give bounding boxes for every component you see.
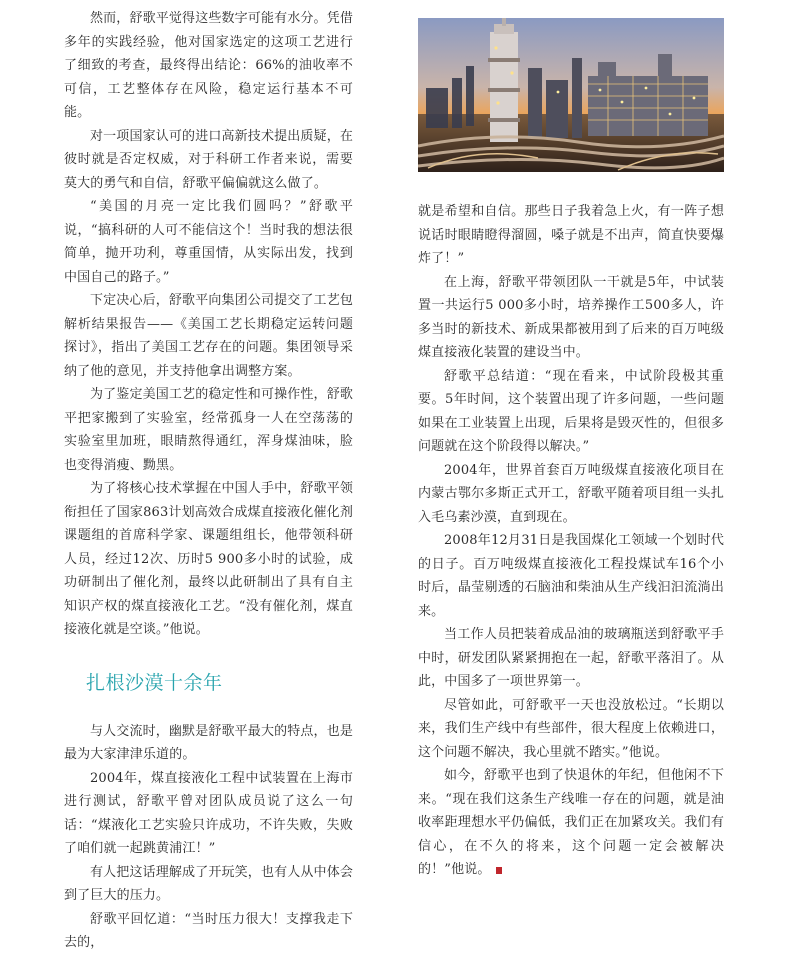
industrial-plant-night-photo-icon	[418, 18, 724, 172]
paragraph: 有人把这话理解成了开玩笑，也有人从中体会到了巨大的压力。	[64, 864, 354, 903]
paragraph: 在上海，舒歌平带领团队一干就是5年，中试装置一共运行5 000多小时，培养操作工500多人，许多当时的新技术、新成果都被用到了后来的百万吨级煤直接液化装置的建设当中。	[418, 274, 724, 360]
paragraph: 为了鉴定美国工艺的稳定性和可操作性，舒歌平把家搬到了实验室，经常孤身一人在空荡荡的实验室里加班，眼睛熬得通红，浑身煤油味，脸也变得消瘦、黝黑。	[64, 387, 354, 473]
paragraph: 2004年，世界首套百万吨级煤直接液化项目在内蒙古鄂尔多斯正式开工，舒歌平随着项目组一头扎入毛乌素沙漠，直到现在。	[418, 462, 724, 525]
end-mark-icon	[496, 867, 502, 874]
paragraph: 舒歌平总结道：“现在看来，中试阶段极其重要。5年时间，这个装置出现了许多问题，一些问题如果在工业装置上出现，后果将是毁灭性的，但很多问题就在这个阶段得以解决。”	[418, 368, 724, 454]
paragraph: 下定决心后，舒歌平向集团公司提交了工艺包解析结果报告——《美国工艺长期稳定运转问题探讨》，指出了美国工艺存在的问题。集团领导采纳了他的意见，并支持他拿出调整方案。	[64, 293, 354, 379]
industrial-plant-photo	[418, 18, 724, 172]
paragraph: 2008年12月31日是我国煤化工领域一个划时代的日子。百万吨级煤直接液化工程投煤试车16个小时后，晶莹剔透的石脑油和柴油从生产线汩汩流淌出来。	[418, 533, 724, 619]
paragraph: 舒歌平回忆道：“当时压力很大！支撑我走下去的，	[64, 911, 353, 950]
paragraph-continuation: 就是希望和自信。那些日子我着急上火，有一阵子想说话时眼睛瞪得溜圆，嗓子就是不出声，简直快要爆炸了！”	[418, 204, 724, 266]
paragraph: 与人交流时，幽默是舒歌平最大的特点，也是最为大家津津乐道的。	[64, 723, 354, 762]
paragraph: “美国的月亮一定比我们圆吗？”舒歌平说，“搞科研的人可不能信这个！当时我的想法很简单，抛开功利，尊重国情，从实际出发，找到中国自己的路子。”	[64, 199, 353, 285]
paragraph: 对一项国家认可的进口高新技术提出质疑，在彼时就是否定权威，对于科研工作者来说，需要莫大的勇气和自信，舒歌平偏偏就这么做了。	[64, 128, 354, 191]
paragraph: 当工作人员把装着成品油的玻璃瓶送到舒歌平手中时，研发团队紧紧拥抱在一起，舒歌平落泪了。从此，中国多了一项世界第一。	[418, 627, 724, 689]
paragraph: 尽管如此，可舒歌平一天也没放松过。“长期以来，我们生产线中有些部件，很大程度上依赖进口，这个问题不解决，我心里就不踏实。”他说。	[418, 697, 724, 760]
paragraph: 为了将核心技术掌握在中国人手中，舒歌平领衔担任了国家863计划高效合成煤直接液化催化剂课题组的首席科学家、课题组组长，他带领科研人员，经过12次、历时5 900多小时的试验，成功研制出了催化剂，最终以此研制出了具有自主知识产权的煤直接液化工艺。“没有催化剂，煤直接液化就是空谈。”他说。	[64, 481, 354, 637]
left-column	[64, 0, 353, 955]
paragraph-last	[418, 764, 724, 882]
paragraph: 2004年，煤直接液化工程中试装置在上海市进行测试，舒歌平曾对团队成员说了这么一句话：“煤液化工艺实验只许成功，不许失败，失败了咱们就一起跳黄浦江！”	[64, 770, 353, 856]
right-column	[418, 0, 724, 882]
paragraph: 然而，舒歌平觉得这些数字可能有水分。凭借多年的实践经验，他对国家选定的这项工艺进行了细致的考查，最终得出结论：66%的油收率不可信，工艺整体存在风险，稳定运行基本不可能。	[64, 11, 354, 120]
section-heading: 扎根沙漠十余年	[86, 671, 223, 694]
paragraph-last-text: 如今，舒歌平也到了快退休的年纪，但他闲不下来。“现在我们这条生产线唯一存在的问题，就是油收率距理想水平仍偏低，我们正在加紧攻关。我们有信心，在不久的将来，这个问题一定会被解决的！”他说。	[418, 768, 724, 877]
